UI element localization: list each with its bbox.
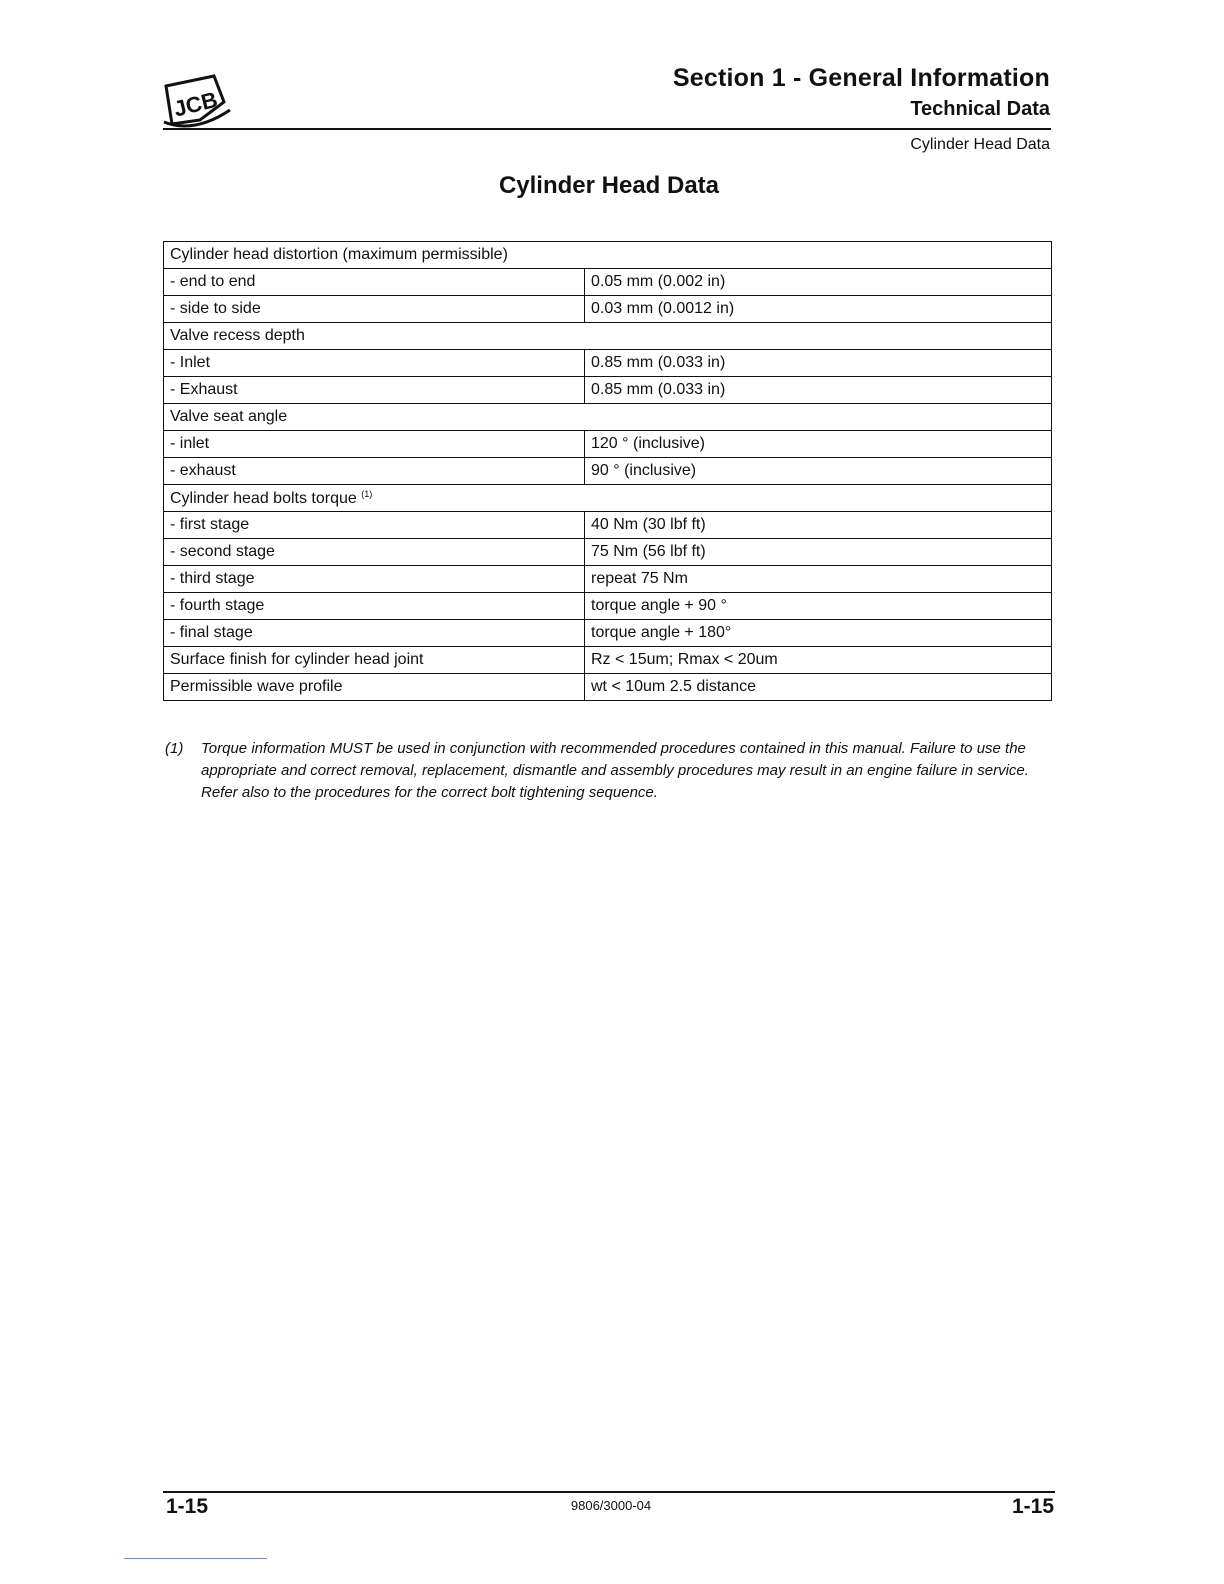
header-rule <box>163 128 1051 130</box>
table-row <box>164 269 1052 296</box>
page-number-right: 1-15 <box>1011 1495 1054 1518</box>
table-row <box>164 620 1052 647</box>
table-row <box>164 242 1052 269</box>
table-row <box>164 296 1052 323</box>
parameter-value: 75 Nm (56 lbf ft) <box>585 539 1052 566</box>
parameter-value: torque angle + 180° <box>585 620 1052 647</box>
group-label: Cylinder head bolts torque <box>170 489 357 507</box>
table-row <box>164 431 1052 458</box>
parameter-label: - exhaust <box>164 458 585 485</box>
parameter-value: repeat 75 Nm <box>585 566 1052 593</box>
footer-rule <box>163 1491 1055 1493</box>
parameter-value: 0.03 mm (0.0012 in) <box>585 296 1052 323</box>
parameter-value: wt < 10um 2.5 distance <box>585 674 1052 701</box>
parameter-value: 40 Nm (30 lbf ft) <box>585 512 1052 539</box>
parameter-value: 120 ° (inclusive) <box>585 431 1052 458</box>
running-head: Cylinder Head Data <box>910 136 1050 153</box>
parameter-value: 0.05 mm (0.002 in) <box>585 269 1052 296</box>
table-row <box>164 377 1052 404</box>
parameter-label: - side to side <box>164 296 585 323</box>
page-number-left: 1-15 <box>166 1495 209 1518</box>
svg-text:JCB: JCB <box>171 86 220 122</box>
parameter-label: - third stage <box>164 566 585 593</box>
parameter-label: - final stage <box>164 620 585 647</box>
parameter-value: 0.85 mm (0.033 in) <box>585 350 1052 377</box>
parameter-label: - Inlet <box>164 350 585 377</box>
parameter-value: 90 ° (inclusive) <box>585 458 1052 485</box>
group-label-cell <box>164 323 1052 350</box>
page-title: Cylinder Head Data <box>498 172 720 199</box>
parameter-label: - second stage <box>164 539 585 566</box>
footnote-reference: (1) <box>361 488 373 499</box>
parameter-label: - fourth stage <box>164 593 585 620</box>
cylinder-head-data-table <box>163 241 1052 701</box>
table-row <box>164 512 1052 539</box>
table-row <box>164 404 1052 431</box>
group-label: Cylinder head distortion (maximum permissible) <box>170 246 508 263</box>
table-row <box>164 674 1052 701</box>
parameter-value: 0.85 mm (0.033 in) <box>585 377 1052 404</box>
parameter-label: Surface finish for cylinder head joint <box>164 647 585 674</box>
section-title: Section 1 - General Information <box>672 64 1050 92</box>
jcb-logo-icon <box>160 72 232 132</box>
group-label: Valve recess depth <box>170 327 305 344</box>
parameter-label: - first stage <box>164 512 585 539</box>
parameter-label: Permissible wave profile <box>164 674 585 701</box>
table-row <box>164 350 1052 377</box>
sub-title: Technical Data <box>910 98 1050 120</box>
parameter-label: - Exhaust <box>164 377 585 404</box>
group-label-cell <box>164 404 1052 431</box>
table-row <box>164 539 1052 566</box>
document-code: 9806/3000-04 <box>570 1498 652 1513</box>
footnote-marker: (1) <box>165 740 184 757</box>
parameter-label: - end to end <box>164 269 585 296</box>
table-row <box>164 485 1052 512</box>
spec-table-body <box>164 242 1052 701</box>
footnote <box>165 738 1053 804</box>
parameter-label: - inlet <box>164 431 585 458</box>
parameter-value: Rz < 15um; Rmax < 20um <box>585 647 1052 674</box>
scan-artifact-line <box>124 1558 267 1559</box>
footnote-text: Torque information MUST be used in conjunction with recommended procedures contained in this manual. Failure to use the appropriate and correct removal, replacement, dismantle and assembly procedures may result in an engine failure in service. Refer also to the procedures for the correct bolt tightening sequence. <box>201 740 1029 801</box>
group-label: Valve seat angle <box>170 408 288 425</box>
table-row <box>164 647 1052 674</box>
table-row <box>164 593 1052 620</box>
group-label-cell <box>164 485 1052 512</box>
table-row <box>164 323 1052 350</box>
table-row <box>164 458 1052 485</box>
parameter-value: torque angle + 90 ° <box>585 593 1052 620</box>
group-label-cell <box>164 242 1052 269</box>
table-row <box>164 566 1052 593</box>
